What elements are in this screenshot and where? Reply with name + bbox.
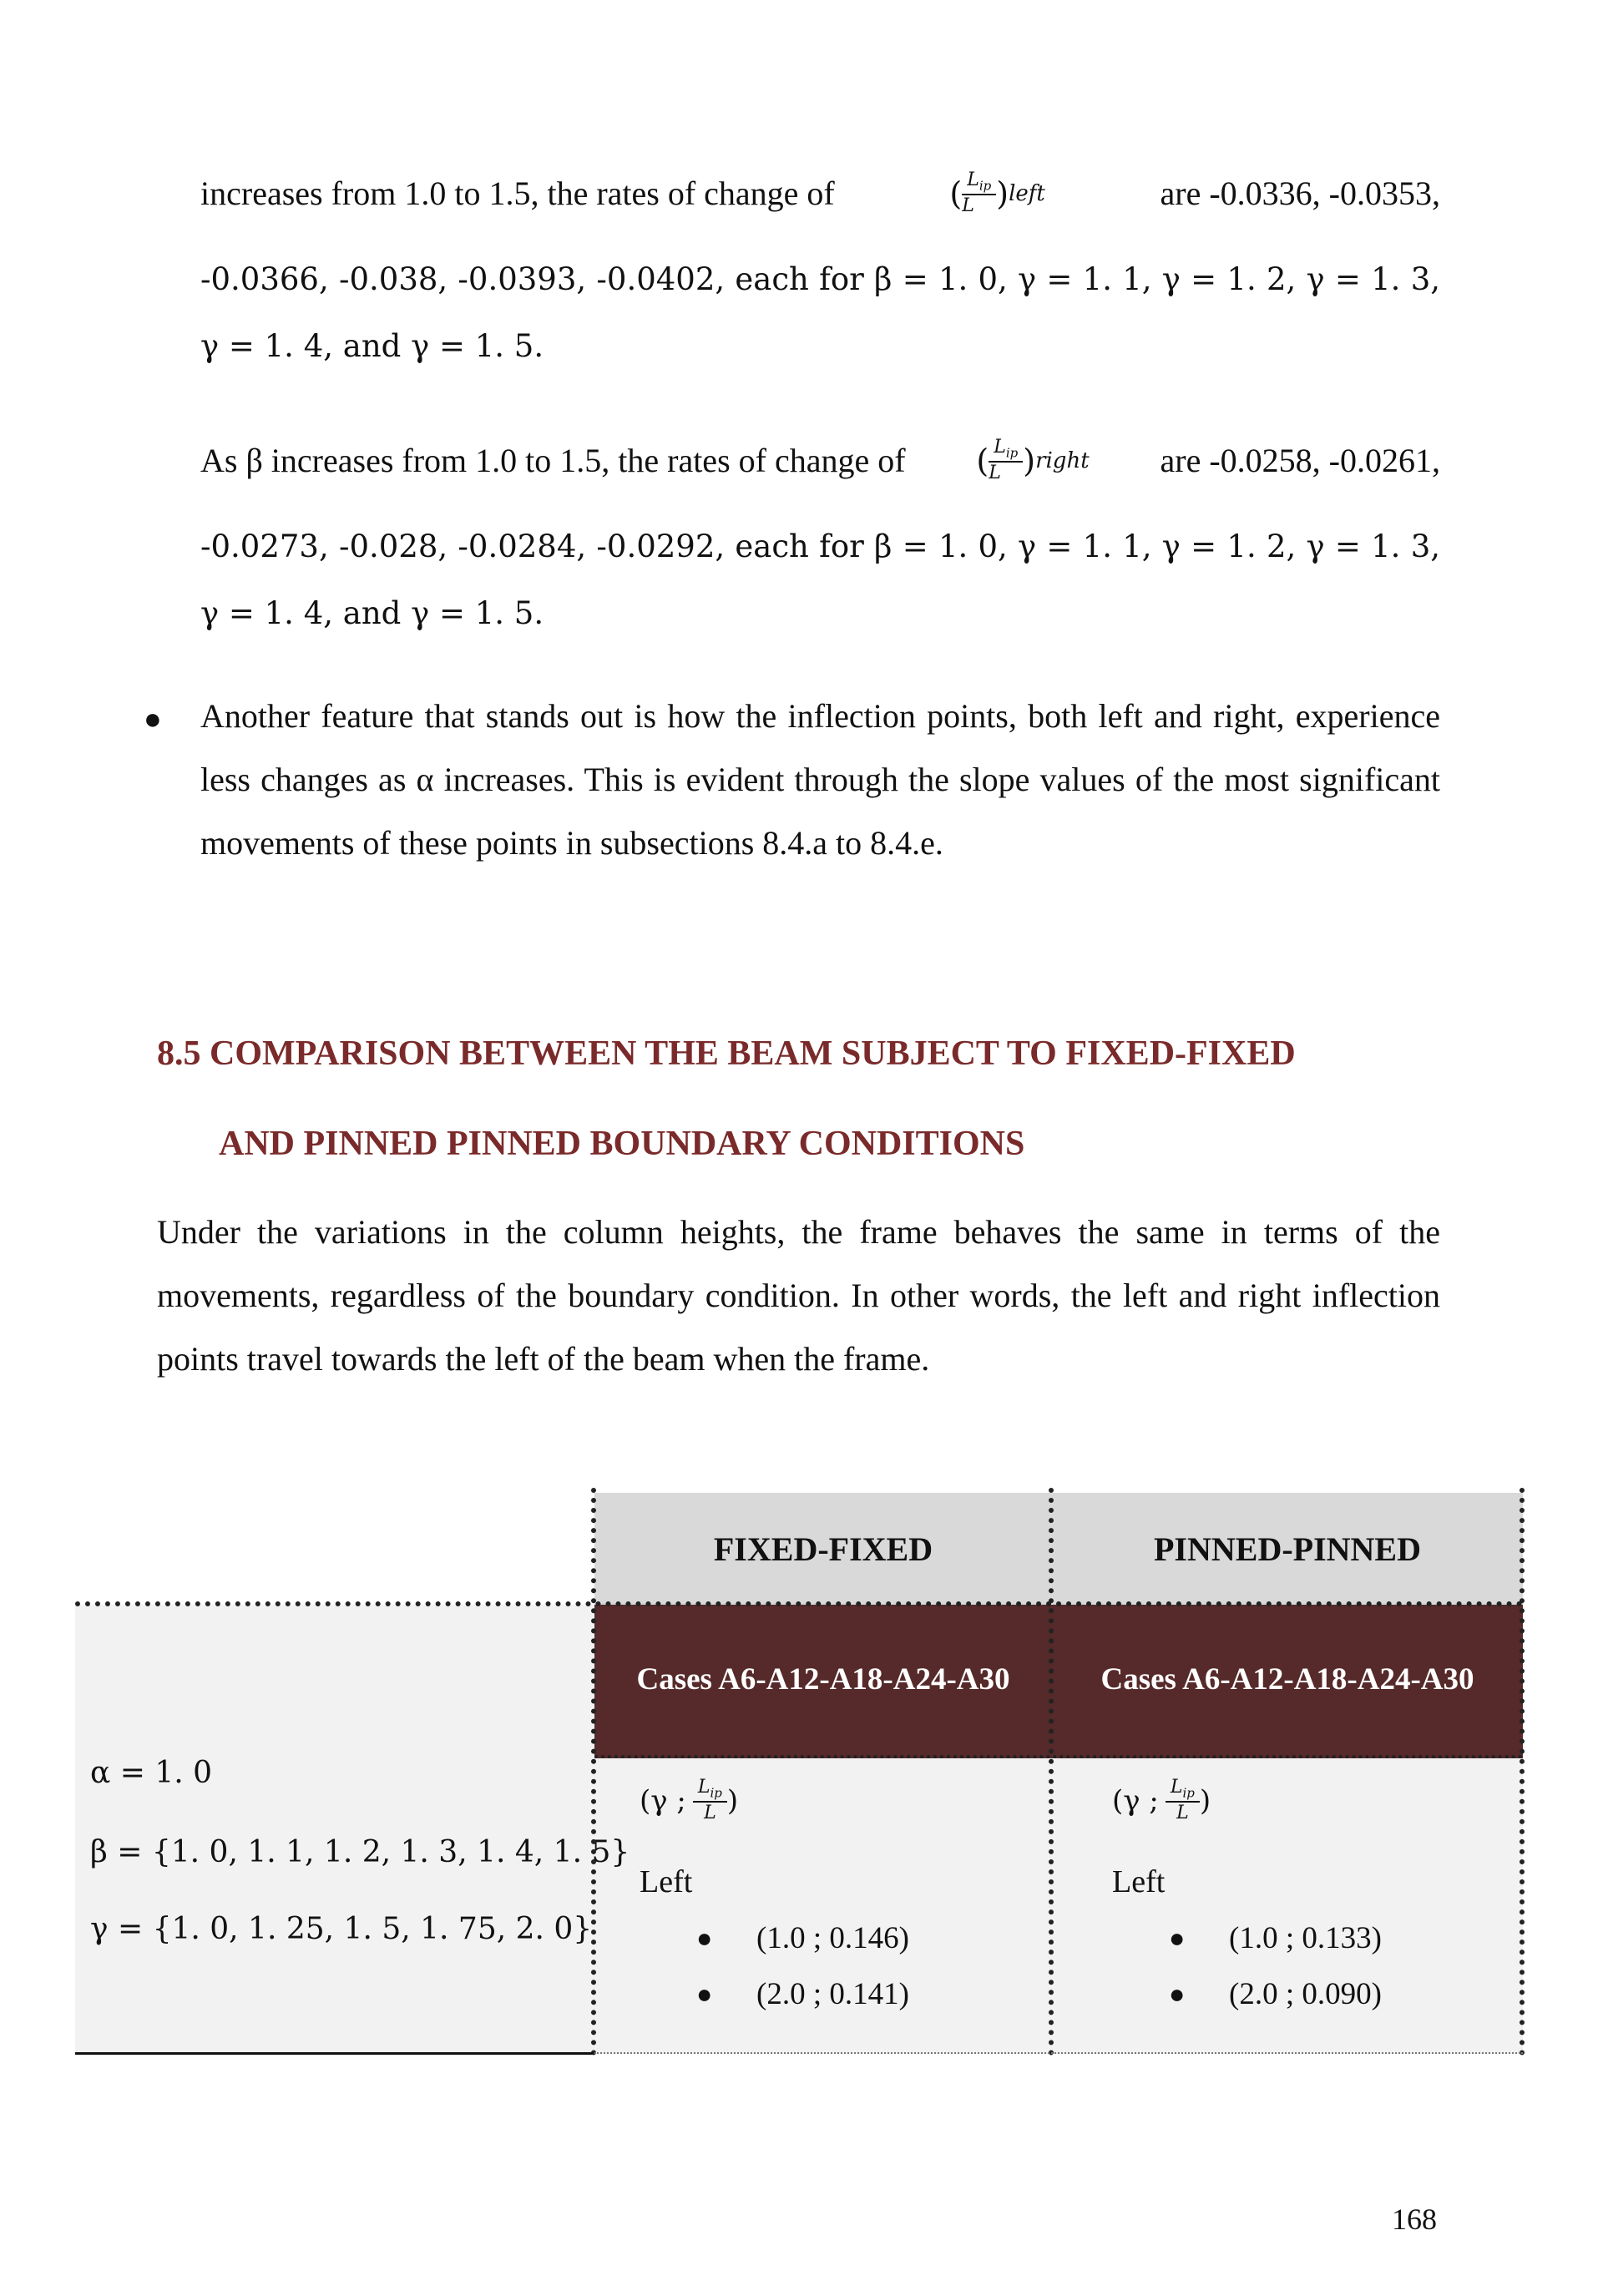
section-body: Under the variations in the column heights, the frame behaves the same in terms of the movements, regardless of the boundary condition. In other words, the left and right inflection points travel towards the left of the beam when the frame. — [157, 1213, 1440, 1378]
pinned-bullet-1: ● — [1169, 1923, 1186, 1953]
para1-line2: -0.0366, -0.038, -0.0393, -0.0402, each for β = 1. 0, γ = 1. 1, γ = 1. 2, γ = 1. 3, — [200, 261, 1440, 297]
para2-line1-pre: As β increases from 1.0 to 1.5, the rates of change of — [200, 442, 906, 480]
para2-line1-post: are -0.0258, -0.0261, — [1160, 442, 1440, 480]
table-rule-top — [75, 1601, 1523, 1606]
cases-pinned-pinned — [1052, 1605, 1523, 1758]
fixed-item-2: (2.0 ; 0.141) — [756, 1977, 909, 2011]
pinned-side-label: Left — [1112, 1864, 1166, 1899]
cases-fixed-fixed-label: Cases A6-A12-A18-A24-A30 — [636, 1662, 1010, 1697]
cases-fixed-fixed — [594, 1605, 1052, 1758]
header-pinned-pinned-label: PINNED-PINNED — [1154, 1530, 1421, 1568]
page-number: 168 — [1392, 2202, 1437, 2236]
header-fixed-fixed-label: FIXED-FIXED — [713, 1530, 933, 1568]
para1-line1-pre: increases from 1.0 to 1.5, the rates of change of — [200, 174, 835, 213]
params-cell — [75, 1605, 594, 2054]
fixed-bullet-1: ● — [696, 1923, 713, 1953]
cases-pinned-pinned-label: Cases A6-A12-A18-A24-A30 — [1100, 1662, 1474, 1697]
fixed-axis-label: (γ ; $\frac{L_{ip}}{L}$ ) — [640, 1777, 739, 1824]
para2-line3: γ = 1. 4, and γ = 1. 5. — [200, 595, 544, 631]
para1-line1-post: are -0.0336, -0.0353, — [1160, 174, 1440, 213]
param-gamma: γ = {1. 0, 1. 25, 1. 5, 1. 75, 2. 0} — [90, 1912, 593, 1946]
param-beta: β = {1. 0, 1. 1, 1. 2, 1. 3, 1. 4, 1. 5} — [90, 1835, 630, 1869]
table-rule-bottom-left — [75, 2052, 593, 2055]
pinned-item-1: (1.0 ; 0.133) — [1229, 1921, 1382, 1955]
fixed-side-label: Left — [640, 1864, 693, 1899]
table-divider-mid — [1049, 1488, 1054, 2056]
bullet-dot: ● — [144, 702, 162, 736]
header-fixed-fixed — [594, 1493, 1052, 1605]
bullet-paragraph-text: Another feature that stands out is how the inflection points, both left and right, experience less changes as α increases. This is evident through the slope values of the most significant movements of these points in subsections 8.4.a to 8.4.e. — [200, 697, 1440, 862]
header-pinned-pinned — [1052, 1493, 1523, 1605]
table-divider-right — [1520, 1488, 1525, 2056]
para2-line2: -0.0273, -0.028, -0.0284, -0.0292, each for β = 1. 0, γ = 1. 1, γ = 1. 2, γ = 1. 3, — [200, 528, 1440, 564]
section-heading-line1: 8.5 COMPARISON BETWEEN THE BEAM SUBJECT TO FIXED-FIXED — [157, 1034, 1296, 1073]
para1-line3: γ = 1. 4, and γ = 1. 5. — [200, 328, 544, 364]
section-heading-line2: AND PINNED PINNED BOUNDARY CONDITIONS — [219, 1125, 1025, 1163]
para1-line1 — [200, 171, 1440, 215]
param-alpha: α = 1. 0 — [90, 1756, 213, 1790]
para1-fraction: ( $\frac{L_{ip}}{L}$ ) left — [949, 169, 1045, 217]
para2-fraction: ( $\frac{L_{ip}}{L}$ ) right — [976, 437, 1090, 484]
table-divider-left — [591, 1488, 596, 2056]
pinned-axis-label: (γ ; $\frac{L_{ip}}{L}$ ) — [1112, 1777, 1211, 1824]
pinned-item-2: (2.0 ; 0.090) — [1229, 1977, 1382, 2011]
fixed-item-1: (1.0 ; 0.146) — [756, 1921, 909, 1955]
pinned-bullet-2: ● — [1169, 1979, 1186, 2009]
table-rule-mid — [594, 1755, 1523, 1758]
fixed-bullet-2: ● — [696, 1979, 713, 2009]
para2-line1 — [200, 438, 1440, 483]
table-rule-bottom-right — [594, 2052, 1523, 2054]
